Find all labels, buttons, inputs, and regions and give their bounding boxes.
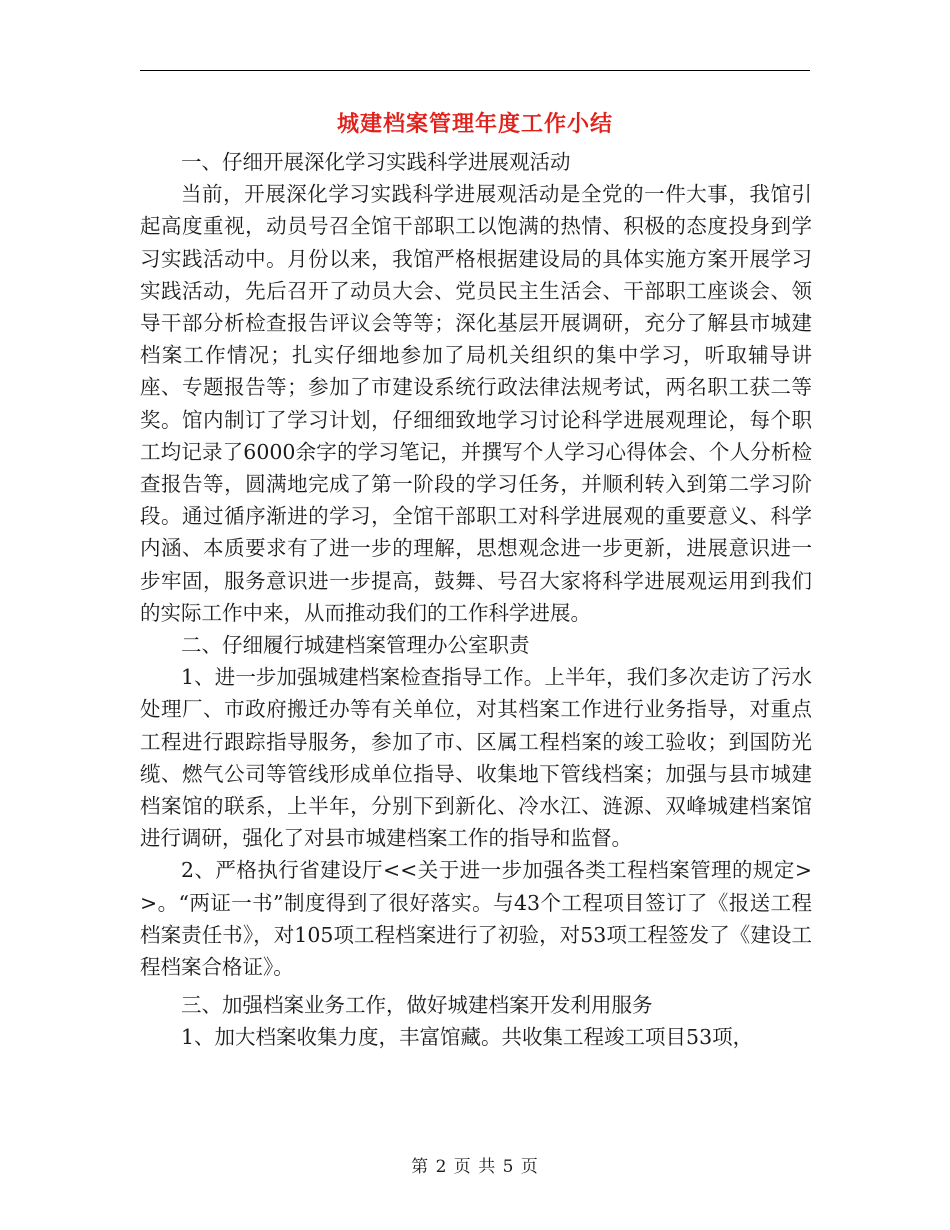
section-heading-3: 三、加强档案业务工作，做好城建档案开发利用服务 — [181, 993, 653, 1018]
body-paragraph: 1、进一步加强城建档案检查指导工作。上半年，我们多次走访了污水处理厂、市政府搬迁办等有关单位，对其档案工作进行业务指导，对重点工程进行跟踪指导服务，参加了市、区属工程档案的竣工验收；到国防光缆、燃气公司等管线形成单位指导、收集地下管线档案；加强与县市城建档案馆的联系，上半年，分别下到新化、冷水江、涟源、双峰城建档案馆进行调研，强化了对县市城建档案工作的指导和监督。 — [140, 665, 812, 851]
body-paragraph: 1、加大档案收集力度，丰富馆藏。共收集工程竣工项目53项， — [181, 1025, 754, 1050]
header-rule — [140, 70, 810, 71]
document-title: 城建档案管理年度工作小结 — [336, 111, 613, 137]
body-paragraph: 当前，开展深化学习实践科学进展观活动是全党的一件大事，我馆引起高度重视，动员号召全馆干部职工以饱满的热情、积极的态度投身到学习实践活动中。月份以来，我馆严格根据建设局的具体实施方案开展学习实践活动，先后召开了动员大会、党员民主生活会、干部职工座谈会、领导干部分析检查报告评议会等等；深化基层开展调研，充分了解县市城建档案工作情况；扎实仔细地参加了局机关组织的集中学习，听取辅导讲座、专题报告等；参加了市建设系统行政法律法规考试，两名职工获二等奖。馆内制订了学习计划，仔细细致地学习讨论科学进展观理论，每个职工均记录了6000余字的学习笔记，并撰写个人学习心得体会、个人分析检查报告等，圆满地完成了第一阶段的学习任务，并顺利转入到第二学习阶段。通过循序渐进的学习，全馆干部职工对科学进展观的重要意义、科学内涵、本质要求有了进一步的理解，思想观念进一步更新，进展意识进一步牢固，服务意识进一步提高，鼓舞、号召大家将科学进展观运用到我们的实际工作中来，从而推动我们的工作科学进展。 — [140, 182, 812, 625]
page-number-footer: 第 2 页 共 5 页 — [411, 1157, 539, 1177]
document-body — [140, 146, 812, 1054]
body-paragraph: 2、严格执行省建设厅<<关于进一步加强各类工程档案管理的规定>>。“两证一书”制度得到了很好落实。与43个工程项目签订了《报送工程档案责任书》，对105项工程档案进行了初验，对53项工程签发了《建设工程档案合格证》。 — [140, 858, 812, 980]
section-heading-2: 二、仔细履行城建档案管理办公室职责 — [181, 633, 530, 658]
section-heading-1: 一、仔细开展深化学习实践科学进展观活动 — [181, 150, 571, 174]
